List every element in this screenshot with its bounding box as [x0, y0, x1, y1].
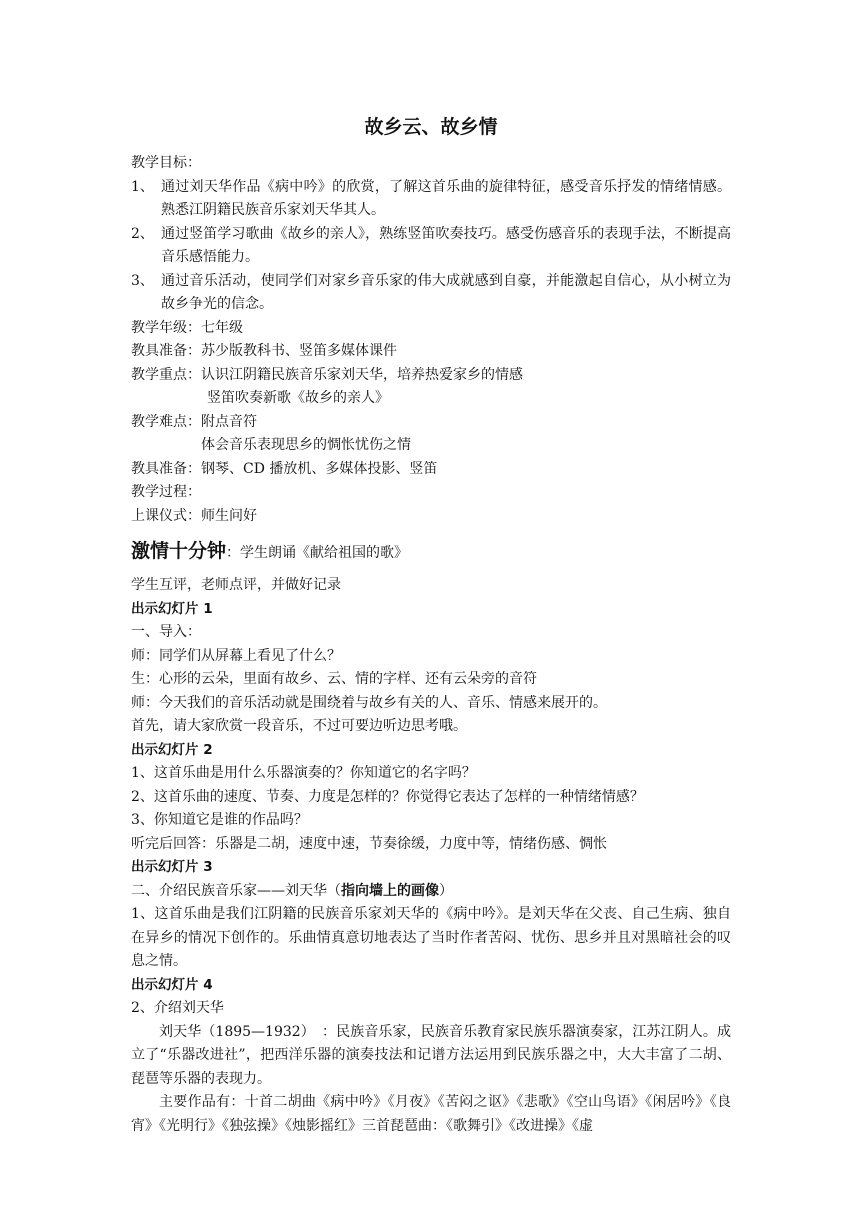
- section-heading: [131, 534, 731, 570]
- works-paragraph: 主要作品有：十首二胡曲《病中吟》《月夜》《苦闷之讴》《悲歌》《空山鸟语》《闲居吟》《良宵》《光明行》《独弦操》《烛影摇红》三首琵琶曲：《歌舞引》《改进操》《虚: [131, 1094, 731, 1134]
- process-line: 教学过程：: [131, 484, 201, 500]
- section-two-text: 二、介绍民族音乐家——刘天华（: [131, 882, 341, 899]
- tools-line: 教具准备：钢琴、CD 播放机、多媒体投影、竖笛: [131, 460, 438, 477]
- slide-label: 出示幻灯片 1: [131, 600, 213, 617]
- biography-paragraph: 刘天华（1895—1932） ：民族音乐家，民族音乐教育家民族乐器演奏家，江苏江阴人。成立了“乐器改进社”，把西洋乐器的演奏技法和记谱方法运用到民族乐器之中，大大丰富了二胡、琵琶等乐器的表现力。: [131, 1023, 731, 1087]
- document-body: [131, 112, 731, 1138]
- key-points-line: 竖笛吹奏新歌《故乡的亲人》: [207, 390, 389, 406]
- review-line: 学生互评，老师点评，并做好记录: [131, 577, 341, 593]
- paragraph: 1、这首乐曲是我们江阴籍的民族音乐家刘天华的《病中吟》。是刘天华在父丧、自己生病、独自在异乡的情况下创作的。乐曲情真意切地表达了当时作者苦闷、忧伤、思乡并且对黑暗社会的叹息之情。: [131, 906, 731, 969]
- goal-item: [131, 270, 731, 317]
- goal-text: 通过音乐活动，使同学们对家乡音乐家的伟大成就感到自豪，并能激起自信心，从小树立为故乡争光的信念。: [161, 272, 731, 312]
- slide-label: 出示幻灯片 2: [131, 741, 213, 758]
- difficulty-line: 教学难点：附点音符: [131, 413, 257, 430]
- intro-heading: 一、导入：: [131, 624, 201, 640]
- goal-number: 2、: [131, 225, 154, 242]
- question-line: 2、这首乐曲的速度、节奏、力度是怎样的？你觉得它表达了怎样的一种情绪情感？: [131, 788, 644, 805]
- subsection-heading: 2、介绍刘天华: [131, 1000, 224, 1016]
- dialogue-line: 首先，请大家欣赏一段音乐，不过可要边听边思考哦。: [131, 718, 467, 734]
- goal-item: [131, 176, 731, 223]
- ceremony-line: 上课仪式：师生问好: [131, 507, 257, 524]
- dialogue-line: 生：心形的云朵，里面有故乡、云、情的字样、还有云朵旁的音符: [131, 671, 537, 687]
- goal-text: 通过竖笛学习歌曲《故乡的亲人》，熟练竖笛吹奏技巧。感受伤感音乐的表现手法，不断提高音乐感悟能力。: [161, 225, 731, 265]
- dialogue-line: 师：同学们从屏幕上看见了什么？: [131, 647, 341, 664]
- slide-label: 出示幻灯片 4: [131, 976, 213, 993]
- section-two-emphasis: 指向墙上的画像: [341, 882, 439, 899]
- tools-line: 教具准备：苏少版教科书、竖笛多媒体课件: [131, 343, 397, 359]
- goal-number: 1、: [131, 178, 154, 195]
- passion-heading: 激情十分钟: [131, 540, 227, 562]
- goal-number: 3、: [131, 272, 154, 289]
- goal-text: 通过刘天华作品《病中吟》的欣赏，了解这首乐曲的旋律特征，感受音乐抒发的情绪情感。熟悉江阴籍民族音乐家刘天华其人。: [161, 178, 731, 218]
- question-line: 1、这首乐曲是用什么乐器演奏的？你知道它的名字吗？: [131, 765, 476, 781]
- section-two-close: ）: [439, 882, 453, 899]
- slide-label: 出示幻灯片 3: [131, 859, 213, 875]
- question-line: 3、你知道它是谁的作品吗？: [131, 812, 308, 828]
- difficulty-line: 体会音乐表现思乡的惆怅忧伤之情: [201, 437, 411, 453]
- section-two-heading: [131, 880, 731, 904]
- dialogue-line: 师：今天我们的音乐活动就是围绕着与故乡有关的人、音乐、情感来展开的。: [131, 694, 607, 711]
- answer-line: 听完后回答：乐器是二胡，速度中速，节奏徐缓，力度中等，情绪伤感、惆怅: [131, 835, 607, 852]
- goals-label: 教学目标：: [131, 155, 201, 171]
- grade-line: 教学年级：七年级: [131, 319, 243, 336]
- key-points-line: 教学重点：认识江阴籍民族音乐家刘天华，培养热爱家乡的情感: [131, 366, 523, 383]
- goal-item: [131, 223, 731, 270]
- page-title: 故乡云、故乡情: [364, 116, 498, 138]
- passion-text: ：学生朗诵《献给祖国的歌》: [226, 545, 409, 561]
